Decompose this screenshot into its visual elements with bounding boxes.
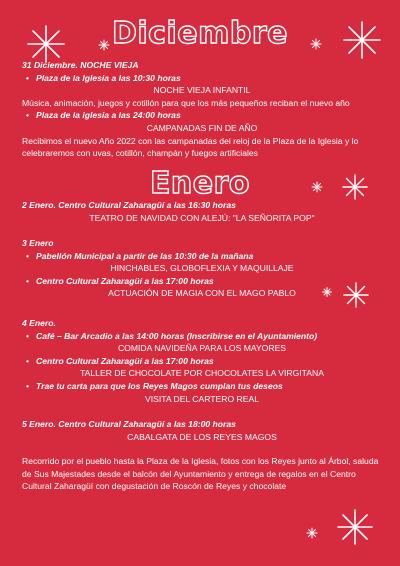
- event-title: TALLER DE CHOCOLATE POR CHOCOLATES LA VIRGITANA: [80, 368, 324, 379]
- date-heading: 5 Enero. Centro Cultural Zaharagüí a las 18:00 horas: [22, 419, 236, 429]
- date-heading: 4 Enero.: [22, 318, 56, 328]
- snowflake-icon: [336, 508, 374, 546]
- event-location: • Centro Cultural Zaharagüí a las 17:00 horas: [22, 355, 382, 368]
- event-title: ACTUACIÓN DE MAGIA CON EL MAGO PABLO: [108, 288, 296, 299]
- event-location: • Trae tu carta para que los Reyes Magos cumplan tus deseos: [22, 380, 382, 393]
- event-location: • Plaza de la iglesia a las 24:00 horas: [22, 109, 382, 122]
- event-title: TEATRO DE NAVIDAD CON ALEJÚ: "LA SEÑORITA POP": [89, 212, 315, 223]
- date-heading: 3 Enero: [22, 238, 54, 248]
- january-4-section: [22, 317, 382, 405]
- january-5-section: [22, 418, 382, 493]
- event-location: • Plaza de la Iglesia a las 10:30 horas: [22, 72, 382, 85]
- event-description: Música, animación, juegos y cotillón para que los más pequeños reciban el nuevo año: [22, 97, 350, 108]
- event-title: HINCHABLES, GLOBOFLEXIA Y MAQUILLAJE: [110, 263, 294, 274]
- event-location: • Centro Cultural Zaharagüí a las 17:00 horas: [22, 275, 382, 288]
- event-title: VISITA DEL CARTERO REAL: [145, 393, 259, 404]
- january-title: Enero: [149, 166, 251, 201]
- event-title: NOCHE VIEJA INFANTIL: [153, 85, 251, 96]
- snowflake-icon: [306, 527, 318, 539]
- date-heading: 2 Enero. Centro Cultural Zaharagüí a las 16:30 horas: [22, 200, 236, 210]
- event-location: • Café – Bar Arcadio a las 14:00 horas (Inscribirse en el Ayuntamiento): [22, 330, 382, 343]
- event-title: CAMPANADAS FIN DE AÑO: [146, 122, 258, 133]
- december-section: [22, 59, 382, 160]
- event-description: Recibimos el nuevo Año 2022 con las campanadas del reloj de la Plaza de la Iglesia y lo celebraremos con uvas, cotillón, champán y fuegos artificiales: [22, 135, 359, 159]
- event-description: Recorrido por el pueblo hasta la Plaza de la Iglesia, fotos con los Reyes junto al Árbol, saluda de Sus Majestades desde el balcón del Ayuntamiento y entrega de regalos en el Centro Cultural Zaharagüí con degustación de Roscón de Reyes y chocolate: [22, 456, 379, 492]
- january-3-section: [22, 237, 382, 300]
- december-title: Diciembre: [112, 16, 288, 51]
- event-title: COMIDA NAVIDEÑA PARA LOS MAYORES: [117, 343, 287, 354]
- event-location: • Pabellón Municipal a partir de las 10:30 de la mañana: [22, 250, 382, 263]
- date-heading: 31 Diciembre. NOCHE VIEJA: [22, 60, 139, 70]
- january-2-section: [22, 199, 382, 224]
- event-title: CABALGATA DE LOS REYES MAGOS: [127, 431, 277, 442]
